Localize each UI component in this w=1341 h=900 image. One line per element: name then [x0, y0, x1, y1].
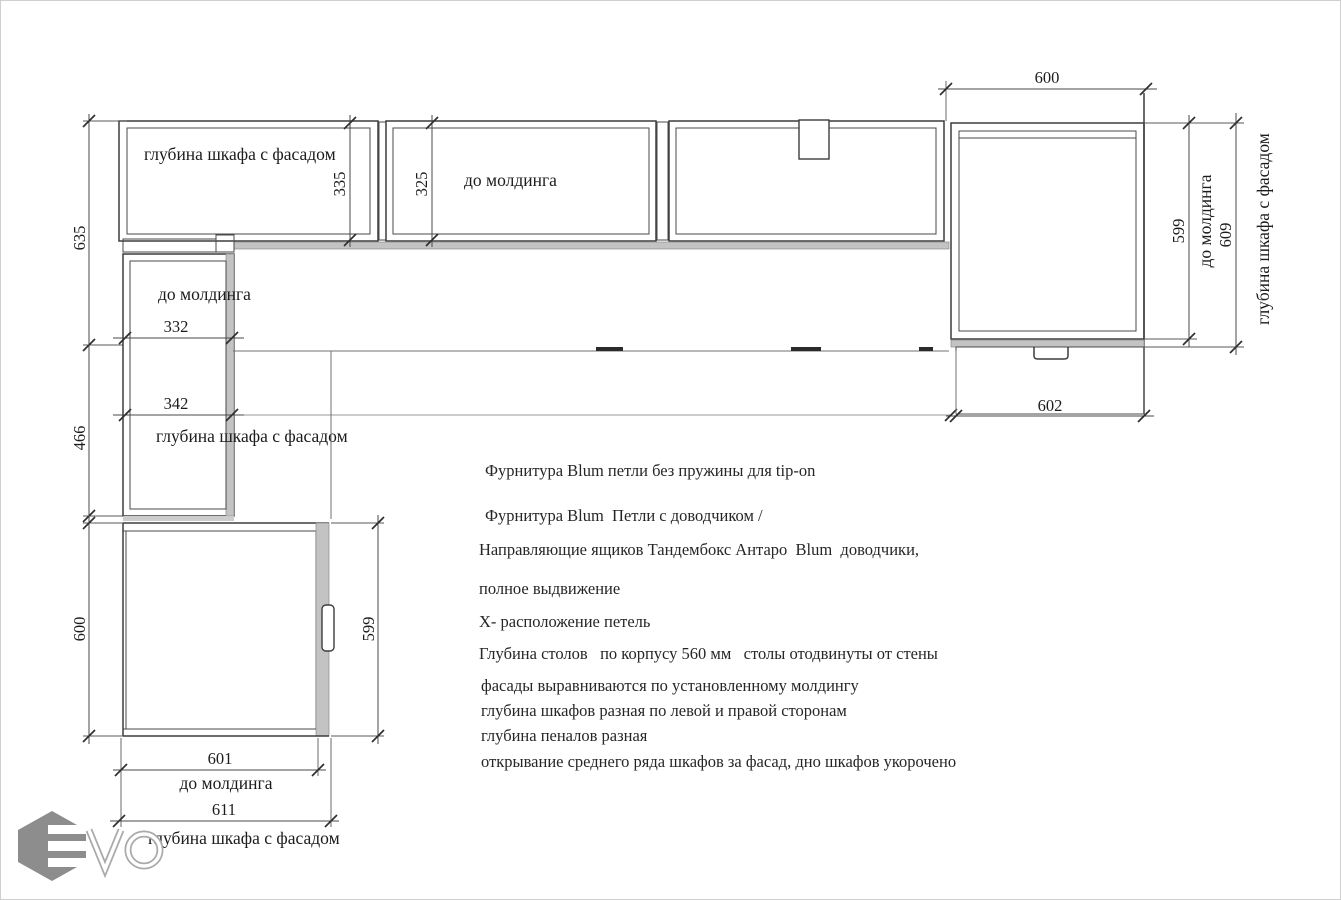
note-line-10: открывание среднего ряда шкафов за фасад, дно шкафов укорочено: [481, 752, 957, 771]
label-top-mid-cabinet: до молдинга: [464, 170, 557, 190]
bottom-left-cabinet: [123, 523, 334, 736]
note-line-2: Фурнитура Blum Петли с доводчиком /: [485, 506, 763, 525]
dim-600-top-label: 600: [1034, 68, 1060, 87]
dim-335-label: 335: [330, 171, 349, 197]
logo-letter-v: [89, 830, 121, 869]
label-right-facade: глубина шкафа с фасадом: [1253, 133, 1273, 325]
handle-notch-right: [1034, 347, 1068, 359]
molding-band: [234, 242, 949, 249]
label-tall-facade: глубина шкафа с фасадом: [156, 426, 348, 446]
dim-600-bottom-left: [70, 515, 123, 744]
dim-609-label: 609: [1216, 222, 1235, 248]
label-bottom-molding: до молдинга: [179, 773, 273, 793]
dim-611: [110, 800, 339, 827]
note-line-4: полное выдвижение: [479, 579, 621, 598]
dim-332: [113, 317, 244, 344]
note-line-1: Фурнитура Blum петли без пружины для tip-on: [485, 461, 816, 480]
door-handle: [322, 605, 334, 651]
right-cabinet: [951, 93, 1144, 414]
notes-block: [479, 461, 956, 771]
dim-602: [946, 396, 1154, 422]
dim-599-right-label: 599: [1169, 218, 1188, 244]
label-tall-molding: до молдинга: [158, 284, 251, 304]
filler-panel-bc: [657, 122, 668, 240]
dim-609: [1216, 113, 1242, 355]
label-bottom-facade: глубина шкафа с фасадом: [148, 828, 340, 848]
dim-600-top: [938, 68, 1157, 121]
dim-600-bl-label: 600: [70, 616, 89, 642]
label-right-molding: до молдинга: [1195, 174, 1215, 268]
corner-post: [216, 235, 234, 252]
label-top-left-cabinet: глубина шкафа с фасадом: [144, 144, 336, 164]
dim-599-bottom: [331, 515, 384, 744]
dim-332-label: 332: [163, 317, 189, 336]
dim-599-bottom-label: 599: [359, 616, 378, 642]
note-line-9: глубина пеналов разная: [481, 726, 648, 745]
filler-panel-ab: [379, 122, 386, 240]
cabinet-door: [126, 531, 316, 729]
dim-325: [412, 115, 438, 247]
note-line-8: глубина шкафов разная по левой и правой сторонам: [481, 701, 847, 720]
dim-611-label: 611: [211, 800, 237, 819]
dim-325-label: 325: [412, 171, 431, 197]
dim-601-label: 601: [207, 749, 233, 768]
cabinet-plan-drawing: [1, 1, 1341, 900]
note-line-5: Х- расположение петель: [479, 612, 651, 631]
dim-342: [113, 394, 957, 421]
dim-335: [330, 115, 356, 247]
dim-342-label: 342: [163, 394, 189, 413]
note-line-3: Направляющие ящиков Тандембокс Антаро Blum доводчики,: [479, 540, 920, 559]
handle-notch-top: [799, 120, 829, 159]
dim-635-label: 635: [70, 225, 89, 251]
note-line-6: Глубина столов по корпусу 560 мм столы отодвинуты от стены: [479, 644, 938, 663]
dim-466-label: 466: [70, 425, 89, 451]
dim-602-label: 602: [1037, 396, 1063, 415]
note-line-7: фасады выравниваются по установленному молдингу: [481, 676, 859, 695]
